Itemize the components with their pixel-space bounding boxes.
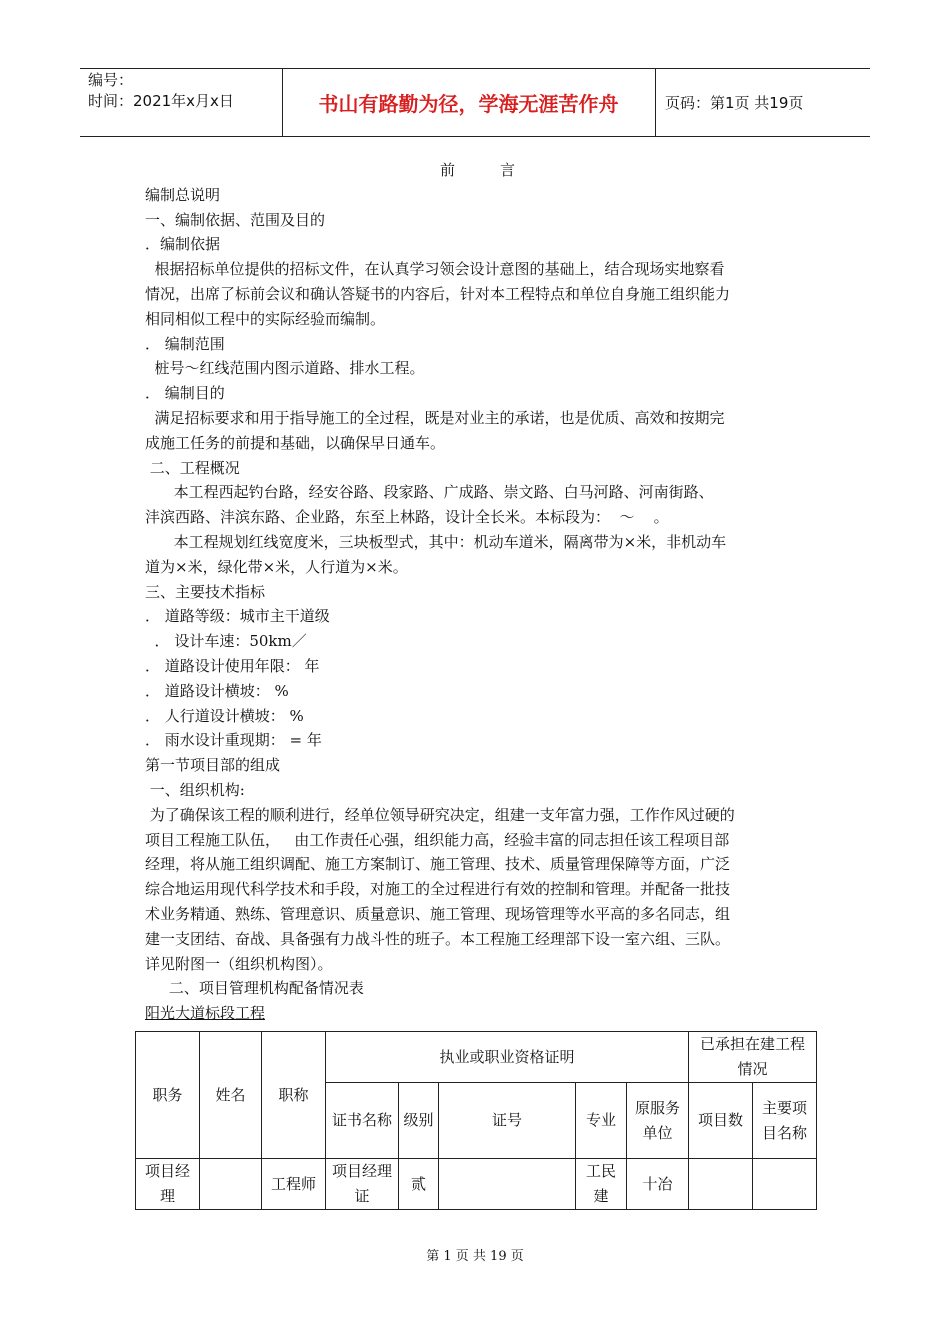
text-line: 项目工程施工队伍， 由工作责任心强，组织能力高，经验丰富的同志担任该工程项目部 <box>145 830 730 849</box>
staff-table <box>135 1031 817 1210</box>
header-cert-name: 证书名称 <box>326 1083 399 1159</box>
text-line: ． 道路设计使用年限： 年 <box>145 656 320 675</box>
text-line: ． 编制目的 <box>145 384 225 403</box>
page-title: 前 言 <box>439 161 515 179</box>
header-level: 级别 <box>399 1083 439 1159</box>
text-line: ． 设计车速：50km／ <box>145 632 307 651</box>
text-line: 建一支团结、奋战、具备强有力战斗性的班子。本工程施工经理部下设一室六组、三队。 <box>145 929 731 948</box>
header-cert-group: 执业或职业资格证明 <box>326 1032 689 1083</box>
header-project-group: 已承担在建工程情况 <box>689 1032 817 1083</box>
document-body <box>145 158 810 1026</box>
text-line: 为了确保该工程的顺利进行，经单位领导研究决定，组建一支年富力强，工作作风过硬的 <box>145 805 735 824</box>
cell-cert-name: 项目经理证 <box>326 1159 399 1210</box>
doc-date: 时间：2021年x月x日 <box>88 92 234 110</box>
cell-level: 贰 <box>399 1159 439 1210</box>
header-bottom-rule <box>80 136 870 137</box>
header-major: 专业 <box>576 1083 627 1159</box>
text-line: 二、工程概况 <box>145 458 240 477</box>
header-former-unit: 原服务单位 <box>627 1083 689 1159</box>
text-line: 详见附图一（组织机构图）。 <box>145 954 333 973</box>
text-line: 术业务精通、熟练、管理意识、质量意识、施工管理、现场管理等水平高的多名同志，组 <box>145 904 731 923</box>
text-line: ． 道路等级：城市主干道级 <box>145 607 330 626</box>
header-divider-right <box>655 68 656 136</box>
text-line: 本工程规划红线宽度米，三块板型式，其中：机动车道米，隔离带为×米，非机动车 <box>145 532 727 551</box>
doc-number: 编号： <box>88 71 134 89</box>
text-line: 情况，出席了标前会议和确认答疑书的内容后，针对本工程特点和单位自身施工组织能力 <box>145 284 731 303</box>
text-line: 一、编制依据、范围及目的 <box>145 210 326 229</box>
text-line: 沣滨西路、沣滨东路、企业路，东至上林路，设计全长米。本标段为： ～ 。 <box>145 508 669 527</box>
table-row <box>136 1159 817 1210</box>
text-line: 一、组织机构: <box>145 780 245 799</box>
text-line: 二、项目管理机构配备情况表 <box>145 979 364 998</box>
cell-main-project <box>753 1159 817 1210</box>
text-line: 道为×米，绿化带×米，人行道为×米。 <box>145 557 408 576</box>
header-position: 职务 <box>136 1032 200 1159</box>
text-line: 第一节项目部的组成 <box>145 756 281 775</box>
text-line: 相同相似工程中的实际经验而编制。 <box>145 309 386 328</box>
text-line: 三、主要技术指标 <box>145 582 266 601</box>
text-line: 本工程西起钓台路，经安谷路、段家路、广成路、崇文路、白马河路、河南街路、 <box>145 483 714 502</box>
text-line: 综合地运用现代科学技术和手段，对施工的全过程进行有效的控制和管理。并配备一批技 <box>145 880 731 899</box>
text-line: ． 道路设计横坡： % <box>145 681 289 700</box>
text-line: 编制总说明 <box>145 185 221 204</box>
cell-position: 项目经理 <box>136 1159 200 1210</box>
text-line: ． 雨水设计重现期： = 年 <box>145 731 322 750</box>
text-line: 经理，将从施工组织调配、施工方案制订、施工管理、技术、质量管理保障等方面，广泛 <box>145 855 731 874</box>
text-line: 桩号～红线范围内图示道路、排水工程。 <box>145 359 425 378</box>
cell-former-unit: 十冶 <box>627 1159 689 1210</box>
text-line: 成施工任务的前提和基础，以确保早日通车。 <box>145 433 446 452</box>
text-line: 根据招标单位提供的招标文件，在认真学习领会设计意图的基础上，结合现场实地察看 <box>145 260 725 279</box>
text-line: ． 人行道设计横坡： % <box>145 706 304 725</box>
table-caption: 阳光大道标段工程 <box>145 1004 266 1023</box>
header-meta <box>88 70 234 112</box>
cell-major: 工民建 <box>576 1159 627 1210</box>
header-name: 姓名 <box>200 1032 262 1159</box>
header-title: 职称 <box>262 1032 326 1159</box>
cell-title: 工程师 <box>262 1159 326 1210</box>
header-project-count: 项目数 <box>689 1083 753 1159</box>
page-footer: 第 1 页 共 19 页 <box>426 1249 524 1264</box>
header-main-project: 主要项目名称 <box>753 1083 817 1159</box>
header-cert-no: 证号 <box>439 1083 576 1159</box>
cell-project-count <box>689 1159 753 1210</box>
text-line: ． 编制范围 <box>145 334 225 353</box>
header-motto: 书山有路勤为径，学海无涯苦作舟 <box>318 91 619 116</box>
text-line: ．编制依据 <box>145 235 221 254</box>
header-page-info: 页码：第1页 共19页 <box>665 94 804 112</box>
table-header-row-1 <box>136 1032 817 1083</box>
text-line: 满足招标要求和用于指导施工的全过程，既是对业主的承诺，也是优质、高效和按期完 <box>145 408 725 427</box>
cell-name <box>200 1159 262 1210</box>
cell-cert-no <box>439 1159 576 1210</box>
